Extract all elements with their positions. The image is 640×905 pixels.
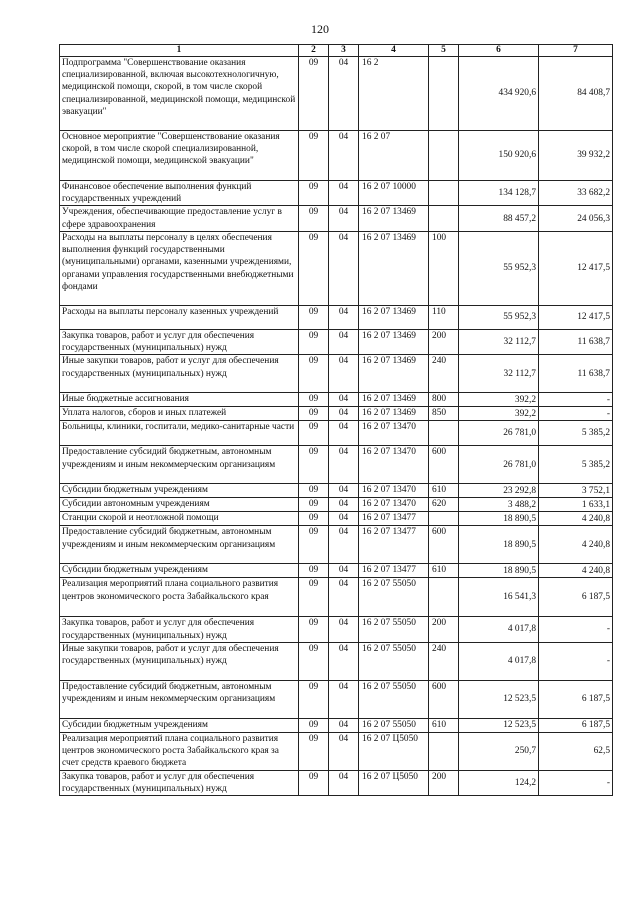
section-code: 09 xyxy=(299,498,329,512)
amount-col6: 55 952,3 xyxy=(459,305,539,329)
row-name: Предоставление субсидий бюджетным, автономным учреждениям и иным некоммерческим организациям xyxy=(60,446,299,484)
target-article-code: 16 2 07 13469 xyxy=(359,329,429,354)
table-row xyxy=(60,393,613,407)
table-row xyxy=(60,329,613,354)
column-header: 7 xyxy=(539,45,613,57)
row-name: Основное мероприятие "Совершенствование оказания скорой, в том числе скорой специализированной, медицинской помощи, медицинской эвакуации" xyxy=(60,131,299,181)
amount-col6: 134 128,7 xyxy=(459,181,539,206)
subsection-code: 04 xyxy=(329,446,359,484)
table-row xyxy=(60,231,613,305)
amount-col7: 11 638,7 xyxy=(539,355,613,393)
amount-col6: 392,2 xyxy=(459,393,539,407)
section-code: 09 xyxy=(299,393,329,407)
expense-type-code: 600 xyxy=(429,446,459,484)
table-row xyxy=(60,564,613,578)
subsection-code: 04 xyxy=(329,578,359,617)
section-code: 09 xyxy=(299,642,329,680)
table-row xyxy=(60,526,613,564)
target-article-code: 16 2 07 13477 xyxy=(359,512,429,526)
subsection-code: 04 xyxy=(329,231,359,305)
expense-type-code: 100 xyxy=(429,231,459,305)
amount-col6: 26 781,0 xyxy=(459,421,539,446)
expense-type-code xyxy=(429,206,459,231)
amount-col7: 6 187,5 xyxy=(539,718,613,732)
amount-col7: 5 385,2 xyxy=(539,421,613,446)
expense-type-code xyxy=(429,181,459,206)
column-header: 5 xyxy=(429,45,459,57)
expense-type-code xyxy=(429,578,459,617)
expense-type-code: 600 xyxy=(429,680,459,718)
amount-col6: 4 017,8 xyxy=(459,617,539,642)
amount-col7: 39 932,2 xyxy=(539,131,613,181)
amount-col7: 12 417,5 xyxy=(539,305,613,329)
subsection-code: 04 xyxy=(329,355,359,393)
amount-col7: 3 752,1 xyxy=(539,484,613,498)
table-header-row xyxy=(60,45,613,57)
amount-col6: 12 523,5 xyxy=(459,718,539,732)
row-name: Закупка товаров, работ и услуг для обеспечения государственных (муниципальных) нужд xyxy=(60,329,299,354)
amount-col7: - xyxy=(539,770,613,795)
expense-type-code: 600 xyxy=(429,526,459,564)
row-name: Иные бюджетные ассигнования xyxy=(60,393,299,407)
expense-type-code: 850 xyxy=(429,407,459,421)
row-name: Закупка товаров, работ и услуг для обеспечения государственных (муниципальных) нужд xyxy=(60,770,299,795)
subsection-code: 04 xyxy=(329,206,359,231)
column-header: 6 xyxy=(459,45,539,57)
column-header: 2 xyxy=(299,45,329,57)
target-article-code: 16 2 07 55050 xyxy=(359,617,429,642)
section-code: 09 xyxy=(299,181,329,206)
target-article-code: 16 2 xyxy=(359,57,429,131)
section-code: 09 xyxy=(299,305,329,329)
section-code: 09 xyxy=(299,329,329,354)
subsection-code: 04 xyxy=(329,770,359,795)
amount-col7: - xyxy=(539,407,613,421)
expense-type-code: 610 xyxy=(429,484,459,498)
section-code: 09 xyxy=(299,206,329,231)
section-code: 09 xyxy=(299,732,329,770)
target-article-code: 16 2 07 55050 xyxy=(359,718,429,732)
amount-col6: 32 112,7 xyxy=(459,329,539,354)
row-name: Расходы на выплаты персоналу в целях обеспечения выполнения функций государственными (муниципальными) органами, казенными учреждениями, органами управления государственными внебюджетными фондами xyxy=(60,231,299,305)
amount-col6: 150 920,6 xyxy=(459,131,539,181)
target-article-code: 16 2 07 13477 xyxy=(359,564,429,578)
amount-col7: 4 240,8 xyxy=(539,512,613,526)
subsection-code: 04 xyxy=(329,498,359,512)
row-name: Расходы на выплаты персоналу казенных учреждений xyxy=(60,305,299,329)
section-code: 09 xyxy=(299,446,329,484)
expense-type-code: 620 xyxy=(429,498,459,512)
row-name: Реализация мероприятий плана социального развития центров экономического роста Забайкальского края за счет средств краевого бюджета xyxy=(60,732,299,770)
expense-type-code xyxy=(429,512,459,526)
amount-col6: 250,7 xyxy=(459,732,539,770)
subsection-code: 04 xyxy=(329,131,359,181)
subsection-code: 04 xyxy=(329,680,359,718)
table-body xyxy=(60,57,613,796)
amount-col6: 434 920,6 xyxy=(459,57,539,131)
amount-col6: 18 890,5 xyxy=(459,564,539,578)
table-row xyxy=(60,305,613,329)
row-name: Предоставление субсидий бюджетным, автономным учреждениям и иным некоммерческим организациям xyxy=(60,526,299,564)
subsection-code: 04 xyxy=(329,57,359,131)
row-name: Реализация мероприятий плана социального развития центров экономического роста Забайкальского края xyxy=(60,578,299,617)
expense-type-code xyxy=(429,57,459,131)
target-article-code: 16 2 07 55050 xyxy=(359,578,429,617)
amount-col7: 24 056,3 xyxy=(539,206,613,231)
amount-col7: 84 408,7 xyxy=(539,57,613,131)
row-name: Предоставление субсидий бюджетным, автономным учреждениям и иным некоммерческим организациям xyxy=(60,680,299,718)
row-name: Подпрограмма "Совершенствование оказания специализированной, включая высокотехнологичную, медицинской помощи, скорой, в том числе скорой специализированной, медицинской помощи, медицинской эвакуации" xyxy=(60,57,299,131)
table-row xyxy=(60,718,613,732)
subsection-code: 04 xyxy=(329,642,359,680)
section-code: 09 xyxy=(299,680,329,718)
amount-col6: 124,2 xyxy=(459,770,539,795)
section-code: 09 xyxy=(299,770,329,795)
row-name: Учреждения, обеспечивающие предоставление услуг в сфере здравоохранения xyxy=(60,206,299,231)
amount-col7: 4 240,8 xyxy=(539,526,613,564)
row-name: Закупка товаров, работ и услуг для обеспечения государственных (муниципальных) нужд xyxy=(60,617,299,642)
expense-type-code: 240 xyxy=(429,355,459,393)
amount-col7: - xyxy=(539,617,613,642)
subsection-code: 04 xyxy=(329,393,359,407)
expense-type-code xyxy=(429,732,459,770)
table-row xyxy=(60,512,613,526)
table-row xyxy=(60,642,613,680)
section-code: 09 xyxy=(299,512,329,526)
amount-col7: - xyxy=(539,393,613,407)
column-header: 3 xyxy=(329,45,359,57)
target-article-code: 16 2 07 13469 xyxy=(359,206,429,231)
target-article-code: 16 2 07 55050 xyxy=(359,642,429,680)
expense-type-code: 200 xyxy=(429,329,459,354)
row-name: Уплата налогов, сборов и иных платежей xyxy=(60,407,299,421)
amount-col6: 392,2 xyxy=(459,407,539,421)
amount-col6: 88 457,2 xyxy=(459,206,539,231)
table-row xyxy=(60,421,613,446)
section-code: 09 xyxy=(299,57,329,131)
section-code: 09 xyxy=(299,407,329,421)
subsection-code: 04 xyxy=(329,718,359,732)
subsection-code: 04 xyxy=(329,732,359,770)
amount-col7: 6 187,5 xyxy=(539,680,613,718)
subsection-code: 04 xyxy=(329,526,359,564)
section-code: 09 xyxy=(299,355,329,393)
subsection-code: 04 xyxy=(329,421,359,446)
column-header: 1 xyxy=(60,45,299,57)
target-article-code: 16 2 07 13469 xyxy=(359,231,429,305)
subsection-code: 04 xyxy=(329,512,359,526)
table-row xyxy=(60,732,613,770)
amount-col6: 4 017,8 xyxy=(459,642,539,680)
column-header: 4 xyxy=(359,45,429,57)
row-name: Больницы, клиники, госпитали, медико-санитарные части xyxy=(60,421,299,446)
target-article-code: 16 2 07 13470 xyxy=(359,484,429,498)
target-article-code: 16 2 07 13469 xyxy=(359,355,429,393)
subsection-code: 04 xyxy=(329,407,359,421)
target-article-code: 16 2 07 Ц5050 xyxy=(359,732,429,770)
amount-col7: 6 187,5 xyxy=(539,578,613,617)
table-row xyxy=(60,680,613,718)
table-row xyxy=(60,407,613,421)
table-row xyxy=(60,57,613,131)
expense-type-code: 110 xyxy=(429,305,459,329)
target-article-code: 16 2 07 13469 xyxy=(359,407,429,421)
row-name: Субсидии бюджетным учреждениям xyxy=(60,484,299,498)
subsection-code: 04 xyxy=(329,484,359,498)
target-article-code: 16 2 07 13470 xyxy=(359,498,429,512)
amount-col6: 23 292,8 xyxy=(459,484,539,498)
amount-col6: 55 952,3 xyxy=(459,231,539,305)
section-code: 09 xyxy=(299,526,329,564)
amount-col7: 62,5 xyxy=(539,732,613,770)
expense-type-code: 200 xyxy=(429,617,459,642)
expense-type-code: 610 xyxy=(429,564,459,578)
budget-table xyxy=(59,44,613,796)
expense-type-code: 240 xyxy=(429,642,459,680)
table-row xyxy=(60,181,613,206)
expense-type-code xyxy=(429,131,459,181)
row-name: Станции скорой и неотложной помощи xyxy=(60,512,299,526)
subsection-code: 04 xyxy=(329,181,359,206)
amount-col6: 26 781,0 xyxy=(459,446,539,484)
subsection-code: 04 xyxy=(329,617,359,642)
target-article-code: 16 2 07 13470 xyxy=(359,421,429,446)
table-row xyxy=(60,131,613,181)
amount-col6: 18 890,5 xyxy=(459,512,539,526)
section-code: 09 xyxy=(299,564,329,578)
table-row xyxy=(60,617,613,642)
amount-col7: 33 682,2 xyxy=(539,181,613,206)
target-article-code: 16 2 07 13469 xyxy=(359,305,429,329)
section-code: 09 xyxy=(299,718,329,732)
section-code: 09 xyxy=(299,231,329,305)
section-code: 09 xyxy=(299,484,329,498)
table-row xyxy=(60,498,613,512)
expense-type-code xyxy=(429,421,459,446)
amount-col7: 4 240,8 xyxy=(539,564,613,578)
subsection-code: 04 xyxy=(329,305,359,329)
amount-col6: 3 488,2 xyxy=(459,498,539,512)
amount-col6: 32 112,7 xyxy=(459,355,539,393)
row-name: Субсидии бюджетным учреждениям xyxy=(60,718,299,732)
row-name: Иные закупки товаров, работ и услуг для обеспечения государственных (муниципальных) нужд xyxy=(60,642,299,680)
target-article-code: 16 2 07 13477 xyxy=(359,526,429,564)
section-code: 09 xyxy=(299,131,329,181)
row-name: Субсидии автономным учреждениям xyxy=(60,498,299,512)
target-article-code: 16 2 07 13470 xyxy=(359,446,429,484)
table-row xyxy=(60,206,613,231)
amount-col6: 12 523,5 xyxy=(459,680,539,718)
table-row xyxy=(60,578,613,617)
table-row xyxy=(60,355,613,393)
subsection-code: 04 xyxy=(329,329,359,354)
amount-col6: 18 890,5 xyxy=(459,526,539,564)
row-name: Иные закупки товаров, работ и услуг для обеспечения государственных (муниципальных) нужд xyxy=(60,355,299,393)
amount-col7: 12 417,5 xyxy=(539,231,613,305)
target-article-code: 16 2 07 55050 xyxy=(359,680,429,718)
target-article-code: 16 2 07 10000 xyxy=(359,181,429,206)
section-code: 09 xyxy=(299,421,329,446)
row-name: Финансовое обеспечение выполнения функций государственных учреждений xyxy=(60,181,299,206)
amount-col7: 1 633,1 xyxy=(539,498,613,512)
table-row xyxy=(60,446,613,484)
section-code: 09 xyxy=(299,617,329,642)
subsection-code: 04 xyxy=(329,564,359,578)
expense-type-code: 610 xyxy=(429,718,459,732)
table-row xyxy=(60,770,613,795)
table-row xyxy=(60,484,613,498)
amount-col6: 16 541,3 xyxy=(459,578,539,617)
expense-type-code: 200 xyxy=(429,770,459,795)
target-article-code: 16 2 07 xyxy=(359,131,429,181)
amount-col7: 11 638,7 xyxy=(539,329,613,354)
target-article-code: 16 2 07 Ц5050 xyxy=(359,770,429,795)
section-code: 09 xyxy=(299,578,329,617)
amount-col7: 5 385,2 xyxy=(539,446,613,484)
amount-col7: - xyxy=(539,642,613,680)
page-number: 120 xyxy=(311,22,329,36)
target-article-code: 16 2 07 13469 xyxy=(359,393,429,407)
expense-type-code: 800 xyxy=(429,393,459,407)
row-name: Субсидии бюджетным учреждениям xyxy=(60,564,299,578)
